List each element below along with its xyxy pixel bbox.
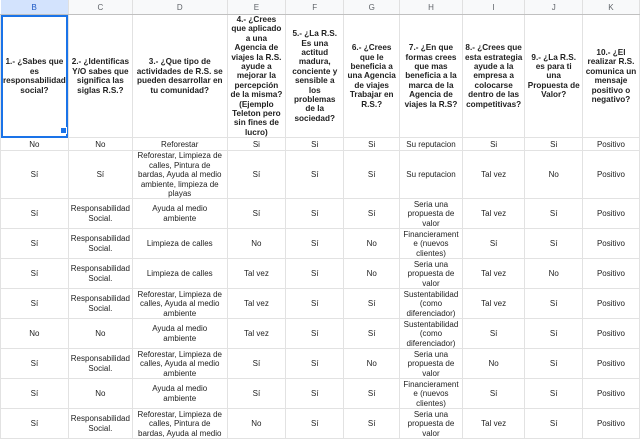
table-cell[interactable]: Positivo (582, 349, 639, 379)
table-cell[interactable]: No (344, 229, 400, 259)
table-cell[interactable]: Sí (525, 349, 582, 379)
table-cell[interactable]: Sí (286, 199, 344, 229)
table-cell[interactable]: Tal vez (462, 289, 525, 319)
table-row (1, 349, 640, 379)
table-cell[interactable]: Seria una propuesta de valor (400, 409, 463, 439)
table-cell[interactable]: Ayuda al medio ambiente (132, 379, 227, 409)
column-header-d[interactable]: D (132, 0, 227, 15)
table-cell[interactable]: Sí (286, 349, 344, 379)
table-cell[interactable]: Sí (525, 229, 582, 259)
table-cell[interactable]: Seria una propuesta de valor (400, 259, 463, 289)
table-cell[interactable]: No (344, 349, 400, 379)
table-cell[interactable]: Sí (1, 289, 69, 319)
table-cell[interactable]: Sí (525, 199, 582, 229)
table-cell[interactable]: Si (462, 138, 525, 151)
table-cell[interactable]: Positivo (582, 409, 639, 439)
table-cell[interactable]: Sí (525, 409, 582, 439)
table-cell[interactable]: Tal vez (227, 319, 286, 349)
table-row (1, 199, 640, 229)
table-cell[interactable]: Si (227, 138, 286, 151)
table-cell[interactable]: Sí (462, 229, 525, 259)
table-cell[interactable]: Sí (227, 151, 286, 199)
table-row (1, 289, 640, 319)
question-cell[interactable]: 3.- ¿Que tipo de actividades de R.S. se pueden desarrollar en tu comunidad? (132, 15, 227, 138)
table-cell[interactable]: Responsabilidad Social. (68, 259, 132, 289)
table-cell[interactable]: Positivo (582, 259, 639, 289)
table-cell[interactable]: No (1, 319, 69, 349)
table-cell[interactable]: Sí (286, 151, 344, 199)
selection-fill-handle[interactable] (60, 127, 67, 134)
table-cell[interactable]: Reforestar, Limpieza de calles, Ayuda al medio ambiente (132, 349, 227, 379)
table-row (1, 259, 640, 289)
column-header-g[interactable]: G (344, 0, 400, 15)
question-header-row (1, 15, 640, 138)
table-cell[interactable]: Reforestar, Limpieza de calles, Pintura de bardas, Ayuda al medio (132, 409, 227, 439)
table-cell[interactable]: Reforestar (132, 138, 227, 151)
question-cell[interactable]: 10.- ¿El realizar R.S. comunica un mensaje positivo o negativo? (582, 15, 639, 138)
column-header-c[interactable]: C (68, 0, 132, 15)
table-cell[interactable]: Su reputacion (400, 138, 463, 151)
table-cell[interactable]: No (1, 138, 69, 151)
table-cell[interactable]: Positivo (582, 379, 639, 409)
table-cell[interactable]: Sí (1, 199, 69, 229)
column-header-i[interactable]: I (462, 0, 525, 15)
column-header-k[interactable]: K (582, 0, 639, 15)
table-cell[interactable]: Seria una propuesta de valor (400, 199, 463, 229)
column-header-f[interactable]: F (286, 0, 344, 15)
table-cell[interactable]: No (68, 319, 132, 349)
table-cell[interactable]: Si (286, 138, 344, 151)
table-cell[interactable]: Positivo (582, 138, 639, 151)
table-row (1, 229, 640, 259)
table-cell[interactable]: Positivo (582, 229, 639, 259)
table-cell[interactable]: No (68, 138, 132, 151)
question-cell[interactable]: 1.- ¿Sabes que es responsabilidad social? (1, 15, 69, 138)
table-cell[interactable]: Sí (286, 319, 344, 349)
table-cell[interactable]: Sí (286, 229, 344, 259)
table-cell[interactable]: Si (344, 138, 400, 151)
table-cell[interactable]: Sí (462, 379, 525, 409)
column-header-h[interactable]: H (400, 0, 463, 15)
table-cell[interactable]: Ayuda al medio ambiente (132, 319, 227, 349)
table-cell[interactable]: Sí (1, 151, 69, 199)
table-cell[interactable]: Positivo (582, 319, 639, 349)
table-cell[interactable]: Sí (525, 289, 582, 319)
table-cell[interactable]: Tal vez (462, 199, 525, 229)
question-cell[interactable]: 9.- ¿La R.S. es para ti una Propuesta de Valor? (525, 15, 582, 138)
table-cell[interactable]: Responsabilidad Social. (68, 199, 132, 229)
table-cell[interactable]: Financierament e (nuevos clientes) (400, 379, 463, 409)
table-cell[interactable]: Reforestar, Limpieza de calles, Pintura de bardas, Ayuda al medio ambiente, limpieza de playas (132, 151, 227, 199)
table-row (1, 319, 640, 349)
table-cell[interactable]: Limpieza de calles (132, 229, 227, 259)
table-cell[interactable]: Sustentabilidad (como diferenciador) (400, 319, 463, 349)
table-cell[interactable]: Sustentabilidad (como diferenciador) (400, 289, 463, 319)
table-row (1, 409, 640, 439)
table-cell[interactable]: Sí (68, 151, 132, 199)
table-cell[interactable]: Sí (1, 379, 69, 409)
table-cell[interactable]: Sí (1, 259, 69, 289)
table-cell[interactable]: No (344, 259, 400, 289)
table-cell[interactable]: Sí (286, 289, 344, 319)
table-cell[interactable]: Ayuda al medio ambiente (132, 199, 227, 229)
table-cell[interactable]: Sí (1, 409, 69, 439)
question-cell[interactable]: 7.- ¿En que formas crees que mas beneficia a la marca de la Agencia de viajes la R.S? (400, 15, 463, 138)
table-cell[interactable]: Sí (344, 199, 400, 229)
table-cell[interactable]: Sí (286, 259, 344, 289)
table-cell[interactable]: No (525, 151, 582, 199)
table-cell[interactable]: Positivo (582, 151, 639, 199)
table-cell[interactable]: No (227, 229, 286, 259)
table-cell[interactable]: Si (525, 138, 582, 151)
column-header-row (1, 0, 640, 15)
table-cell[interactable]: No (525, 259, 582, 289)
question-cell[interactable]: 4.- ¿Crees que aplicado a una Agencia de viajes la R.S. ayude a mejorar la percepción de la misma? (Ejemplo Teleton pero sin fines de lucro) (227, 15, 286, 138)
table-cell[interactable]: Tal vez (462, 259, 525, 289)
table-cell[interactable]: Sí (525, 379, 582, 409)
table-cell[interactable]: No (227, 409, 286, 439)
table-cell[interactable]: Sí (525, 319, 582, 349)
table-cell[interactable]: Financierament e (nuevos clientes) (400, 229, 463, 259)
table-cell[interactable]: No (462, 349, 525, 379)
table-cell[interactable]: Sí (286, 379, 344, 409)
question-cell[interactable]: 2.- ¿Identificas Y/O sabes que significa las siglas R.S.? (68, 15, 132, 138)
table-cell[interactable]: Tal vez (227, 289, 286, 319)
question-cell[interactable]: 8.- ¿Crees que esta estrategia ayude a la empresa a colocarse dentro de las competitivas? (462, 15, 525, 138)
table-cell[interactable]: Positivo (582, 199, 639, 229)
table-row (1, 151, 640, 199)
table-cell[interactable]: Responsabilidad Social. (68, 289, 132, 319)
table-cell[interactable]: Seria una propuesta de valor (400, 349, 463, 379)
table-cell[interactable]: Sí (227, 199, 286, 229)
table-cell[interactable]: Tal vez (227, 259, 286, 289)
table-cell[interactable]: Sí (1, 229, 69, 259)
question-cell[interactable]: 5.- ¿La R.S. Es una actitud madura, conciente y sensible a los problemas de la sociedad? (286, 15, 344, 138)
table-cell[interactable]: Sí (286, 409, 344, 439)
table-cell[interactable]: Sí (344, 151, 400, 199)
table-cell[interactable]: Responsabilidad Social. (68, 349, 132, 379)
table-row (1, 138, 640, 151)
table-cell[interactable]: Limpieza de calles (132, 259, 227, 289)
column-header-b[interactable]: B (1, 0, 69, 15)
question-cell[interactable]: 6.- ¿Crees que le beneficia a una Agencia de viajes Trabajar en R.S.? (344, 15, 400, 138)
column-header-j[interactable]: J (525, 0, 582, 15)
column-header-e[interactable]: E (227, 0, 286, 15)
table-cell[interactable]: Sí (344, 289, 400, 319)
table-cell[interactable]: No (68, 379, 132, 409)
table-cell[interactable]: Tal vez (462, 409, 525, 439)
table-cell[interactable]: Responsabilidad Social. (68, 409, 132, 439)
table-cell[interactable]: Sí (344, 319, 400, 349)
table-cell[interactable]: Reforestar, Limpieza de calles, Ayuda al medio ambiente (132, 289, 227, 319)
table-cell[interactable]: Sí (462, 319, 525, 349)
table-cell[interactable]: Responsabilidad Social. (68, 229, 132, 259)
table-cell[interactable]: Positivo (582, 289, 639, 319)
table-cell[interactable]: Sí (344, 409, 400, 439)
table-cell[interactable]: Sí (227, 379, 286, 409)
table-cell[interactable]: Sí (344, 379, 400, 409)
table-cell[interactable]: Sí (227, 349, 286, 379)
table-cell[interactable]: Sí (1, 349, 69, 379)
table-cell[interactable]: Tal vez (462, 151, 525, 199)
table-row (1, 379, 640, 409)
table-cell[interactable]: Su reputacion (400, 151, 463, 199)
